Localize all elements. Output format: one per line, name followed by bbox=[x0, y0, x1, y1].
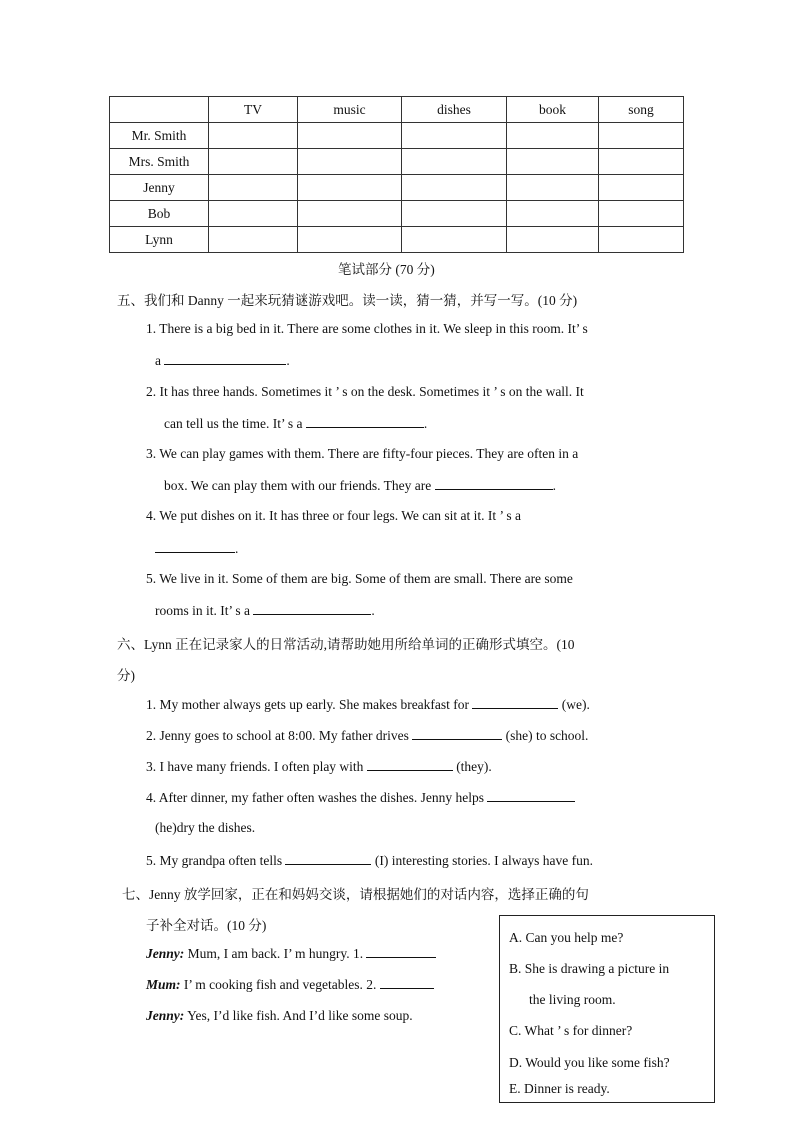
speaker-mum: Mum: bbox=[146, 977, 181, 992]
table-cell[interactable] bbox=[209, 123, 298, 149]
s6-q4-text: 4. After dinner, my father often washes the dishes. Jenny helps bbox=[146, 790, 485, 805]
table-header-cell: TV bbox=[209, 97, 298, 123]
written-part-title: 笔试部分 (70 分) bbox=[338, 262, 435, 277]
option-b: B. She is drawing a picture in bbox=[509, 961, 670, 976]
dialogue-line-1 bbox=[146, 945, 436, 962]
s5-q3-line1: 3. We can play games with them. There are fifty-four pieces. They are often in a bbox=[146, 446, 579, 461]
section7-title-line2: 子补全对话。(10 分) bbox=[146, 918, 267, 933]
dialogue-text: Yes, I’d like fish. And I’d like some soup. bbox=[187, 1008, 413, 1023]
table-cell[interactable] bbox=[209, 149, 298, 175]
table-header-cell: music bbox=[298, 97, 402, 123]
table-cell[interactable] bbox=[298, 201, 402, 227]
table-cell[interactable] bbox=[507, 201, 599, 227]
option-a: A. Can you help me? bbox=[509, 930, 624, 945]
s6-q5-text: 5. My grandpa often tells bbox=[146, 853, 283, 868]
s6-q5 bbox=[146, 852, 593, 869]
s5-q2-line1: 2. It has three hands. Sometimes it ’ s on the desk. Sometimes it ’ s on the wall. It bbox=[146, 384, 584, 399]
s5-q1-text: a bbox=[155, 353, 161, 368]
s5-q5-line1: 5. We live in it. Some of them are big. Some of them are small. There are some bbox=[146, 571, 573, 586]
table-row-label: Jenny bbox=[110, 175, 209, 201]
s5-q2-text: can tell us the time. It’ s a bbox=[164, 416, 303, 431]
table-row-label: Mr. Smith bbox=[110, 123, 209, 149]
table-cell[interactable] bbox=[507, 227, 599, 253]
s6-q1-hint: (we). bbox=[561, 697, 590, 712]
s5-q4-blank[interactable] bbox=[155, 540, 235, 553]
table-row bbox=[110, 123, 684, 149]
table-cell[interactable] bbox=[402, 201, 507, 227]
s6-q5-hint: (I) interesting stories. I always have fun. bbox=[374, 853, 594, 868]
option-e: E. Dinner is ready. bbox=[509, 1081, 610, 1096]
table-cell[interactable] bbox=[507, 175, 599, 201]
s6-q2 bbox=[146, 727, 588, 744]
s5-q2-line2: can tell us the time. It’ s a . bbox=[164, 416, 428, 431]
table-row-label: Lynn bbox=[110, 227, 209, 253]
table-cell[interactable] bbox=[209, 201, 298, 227]
table-row-label: Bob bbox=[110, 201, 209, 227]
s6-q2-hint: (she) to school. bbox=[505, 728, 589, 743]
section6-title-line2: 分) bbox=[117, 668, 135, 683]
s5-q4-line1: 4. We put dishes on it. It has three or four legs. We can sit at it. It ’ s a bbox=[146, 508, 521, 523]
table-header-row bbox=[110, 97, 684, 123]
table-header-cell bbox=[110, 97, 209, 123]
s6-q1-text: 1. My mother always gets up early. She makes breakfast for bbox=[146, 697, 470, 712]
table-cell[interactable] bbox=[298, 227, 402, 253]
dialogue-text: Mum, I am back. I’ m hungry. 1. bbox=[187, 946, 364, 961]
s5-q5-blank[interactable] bbox=[253, 602, 371, 615]
s5-q5-text: rooms in it. It’ s a bbox=[155, 603, 250, 618]
table-cell[interactable] bbox=[599, 123, 684, 149]
s6-q3 bbox=[146, 758, 492, 775]
survey-table bbox=[109, 96, 684, 253]
table-cell[interactable] bbox=[599, 175, 684, 201]
table-cell[interactable] bbox=[402, 175, 507, 201]
s5-q3-line2: box. We can play them with our friends. They are . bbox=[164, 478, 556, 493]
table-header-cell: book bbox=[507, 97, 599, 123]
options-box bbox=[499, 915, 715, 1103]
dialogue-line-2 bbox=[146, 976, 434, 993]
table-cell[interactable] bbox=[402, 227, 507, 253]
s6-q3-text: 3. I have many friends. I often play with bbox=[146, 759, 364, 774]
s6-q4 bbox=[146, 789, 575, 806]
table-cell[interactable] bbox=[402, 123, 507, 149]
speaker-jenny: Jenny: bbox=[146, 946, 185, 961]
s5-q3-blank[interactable] bbox=[435, 477, 553, 490]
option-b-cont: the living room. bbox=[529, 992, 616, 1007]
s6-q2-text: 2. Jenny goes to school at 8:00. My father drives bbox=[146, 728, 409, 743]
s5-q1-line1: 1. There is a big bed in it. There are some clothes in it. We sleep in this room. It’ s bbox=[146, 321, 588, 336]
s5-q1-line2: a . bbox=[155, 353, 290, 368]
table-cell[interactable] bbox=[599, 201, 684, 227]
table-header-cell: dishes bbox=[402, 97, 507, 123]
table-row-label: Mrs. Smith bbox=[110, 149, 209, 175]
table-cell[interactable] bbox=[209, 175, 298, 201]
section5-title: 五、我们和 Danny 一起来玩猜谜游戏吧。读一读，猜一猜，并写一写。(10 分) bbox=[117, 293, 578, 308]
table-cell[interactable] bbox=[402, 149, 507, 175]
s5-q5-line2: rooms in it. It’ s a . bbox=[155, 603, 375, 618]
speaker-jenny: Jenny: bbox=[146, 1008, 185, 1023]
s6-q4-blank[interactable] bbox=[487, 789, 575, 802]
table-row bbox=[110, 201, 684, 227]
s5-q4-line2: . bbox=[155, 540, 238, 557]
s5-q2-blank[interactable] bbox=[306, 415, 424, 428]
table-cell[interactable] bbox=[599, 227, 684, 253]
table-cell[interactable] bbox=[209, 227, 298, 253]
option-c: C. What ’ s for dinner? bbox=[509, 1023, 633, 1038]
table-cell[interactable] bbox=[298, 175, 402, 201]
table-row bbox=[110, 175, 684, 201]
s6-q1 bbox=[146, 696, 590, 713]
s6-q2-blank[interactable] bbox=[412, 727, 502, 740]
dialogue-line-3 bbox=[146, 1008, 413, 1024]
table-cell[interactable] bbox=[298, 123, 402, 149]
table-cell[interactable] bbox=[507, 123, 599, 149]
dialogue-text: I’ m cooking fish and vegetables. 2. bbox=[183, 977, 377, 992]
dialogue-blank-1[interactable] bbox=[366, 945, 436, 958]
option-d: D. Would you like some fish? bbox=[509, 1055, 670, 1070]
s6-q5-blank[interactable] bbox=[285, 852, 371, 865]
table-cell[interactable] bbox=[599, 149, 684, 175]
table-cell[interactable] bbox=[507, 149, 599, 175]
s5-q3-text: box. We can play them with our friends. They are bbox=[164, 478, 432, 493]
s6-q1-blank[interactable] bbox=[472, 696, 558, 709]
section7-title-line1: 七、Jenny 放学回家，正在和妈妈交谈，请根据她们的对话内容，选择正确的句 bbox=[122, 887, 589, 902]
s6-q3-hint: (they). bbox=[456, 759, 492, 774]
s6-q4-hint: (he)dry the dishes. bbox=[155, 820, 256, 835]
dialogue-blank-2[interactable] bbox=[380, 976, 434, 989]
section6-title-line1: 六、Lynn 正在记录家人的日常活动,请帮助她用所给单词的正确形式填空。(10 bbox=[117, 637, 575, 652]
table-row bbox=[110, 227, 684, 253]
s5-q1-blank[interactable] bbox=[164, 352, 286, 365]
table-header-cell: song bbox=[599, 97, 684, 123]
s6-q3-blank[interactable] bbox=[367, 758, 453, 771]
table-cell[interactable] bbox=[298, 149, 402, 175]
table-row bbox=[110, 149, 684, 175]
